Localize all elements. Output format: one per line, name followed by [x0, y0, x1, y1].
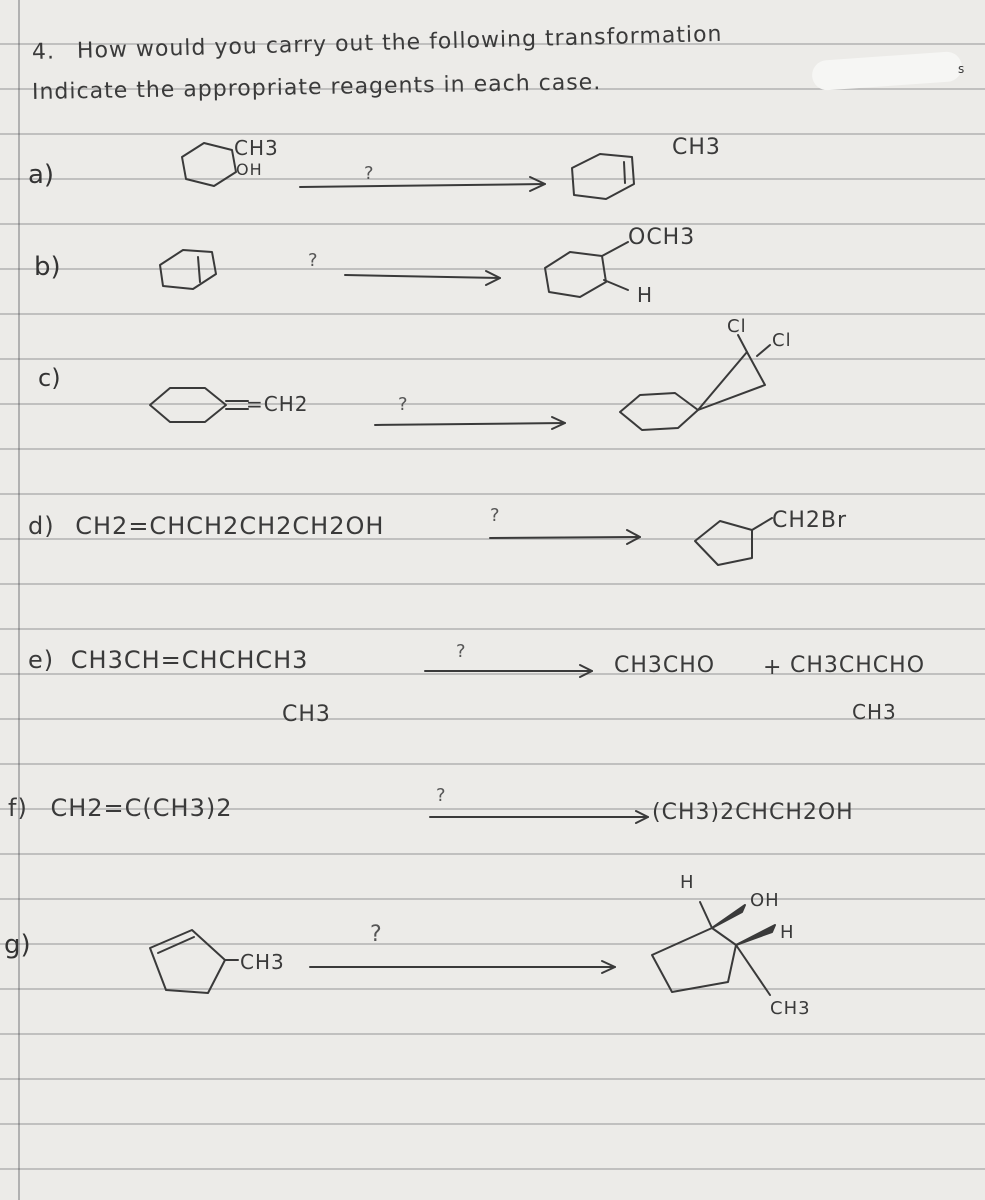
b-product-ether — [545, 242, 628, 297]
edge-mark: s — [958, 62, 966, 76]
d-question-mark: ? — [490, 505, 500, 526]
e-plus: + — [763, 655, 783, 680]
g-product-h-right: H — [780, 922, 795, 943]
question-text: How would you carry out the following transformation — [76, 21, 723, 64]
f-reactant-formula: CH2=C(CH3)2 — [50, 794, 233, 822]
d-product-thf — [695, 518, 772, 565]
b-reactant-cyclohexene — [160, 250, 216, 289]
b-arrow — [345, 271, 500, 285]
f-reactant — [8, 794, 232, 822]
c-product-cl1: Cl — [727, 316, 747, 337]
e-reactant — [28, 646, 308, 674]
b-product-h: H — [637, 283, 654, 307]
c-product-cl2: Cl — [772, 330, 792, 351]
part-f-label: f) — [8, 794, 28, 822]
question-number: 4. — [31, 39, 56, 65]
c-product-spiro — [620, 335, 770, 430]
b-product-och3: OCH3 — [628, 225, 696, 250]
d-reactant — [28, 512, 384, 540]
header-line-2: Indicate the appropriate reagents in each case. — [31, 70, 602, 105]
f-product: (CH3)2CHCH2OH — [652, 800, 854, 825]
d-arrow — [490, 530, 640, 544]
g-reactant-ch3: CH3 — [240, 950, 285, 974]
part-g-label: g) — [4, 930, 31, 960]
part-d-label: d) — [28, 512, 55, 540]
c-reactant-ch2: =CH2 — [246, 392, 309, 416]
e-question-mark: ? — [456, 641, 466, 662]
g-product-h-top: H — [680, 872, 695, 893]
g-question-mark: ? — [370, 922, 382, 947]
a-product-methylcyclohexene — [572, 154, 634, 199]
g-arrow — [310, 961, 615, 973]
e-arrow — [425, 665, 592, 677]
e-product-1: CH3CHO — [614, 653, 716, 678]
a-reactant-oh: OH — [236, 160, 263, 179]
d-product-ch2br: CH2Br — [772, 508, 848, 533]
c-question-mark: ? — [398, 394, 408, 415]
a-reactant-cyclohexanol — [182, 143, 236, 186]
d-reactant-formula: CH2=CHCH2CH2CH2OH — [75, 512, 385, 540]
f-arrow — [430, 811, 648, 823]
g-product-ch3: CH3 — [770, 998, 811, 1019]
part-a-label: a) — [28, 160, 55, 190]
g-product-oh: OH — [750, 890, 780, 911]
b-question-mark: ? — [308, 250, 318, 271]
part-b-label: b) — [34, 252, 61, 282]
part-c-label: c) — [38, 364, 61, 392]
part-e-label: e) — [28, 646, 55, 674]
e-product-2: CH3CHCHO — [790, 653, 926, 678]
e-reactant-formula: CH3CH=CHCHCH3 — [70, 646, 309, 674]
a-question-mark: ? — [364, 163, 374, 184]
c-reactant-methylenecyclohexane — [150, 388, 248, 422]
e-reactant-branch: CH3 — [282, 702, 331, 727]
c-arrow — [375, 417, 565, 429]
a-arrow — [300, 177, 545, 191]
g-reactant-methylcyclopentene — [150, 930, 238, 993]
a-reactant-ch3: CH3 — [234, 136, 279, 160]
f-question-mark: ? — [436, 785, 446, 806]
g-product-cyclopentanol — [652, 902, 775, 995]
e-product-2-branch: CH3 — [852, 700, 897, 724]
a-product-ch3: CH3 — [672, 135, 721, 160]
